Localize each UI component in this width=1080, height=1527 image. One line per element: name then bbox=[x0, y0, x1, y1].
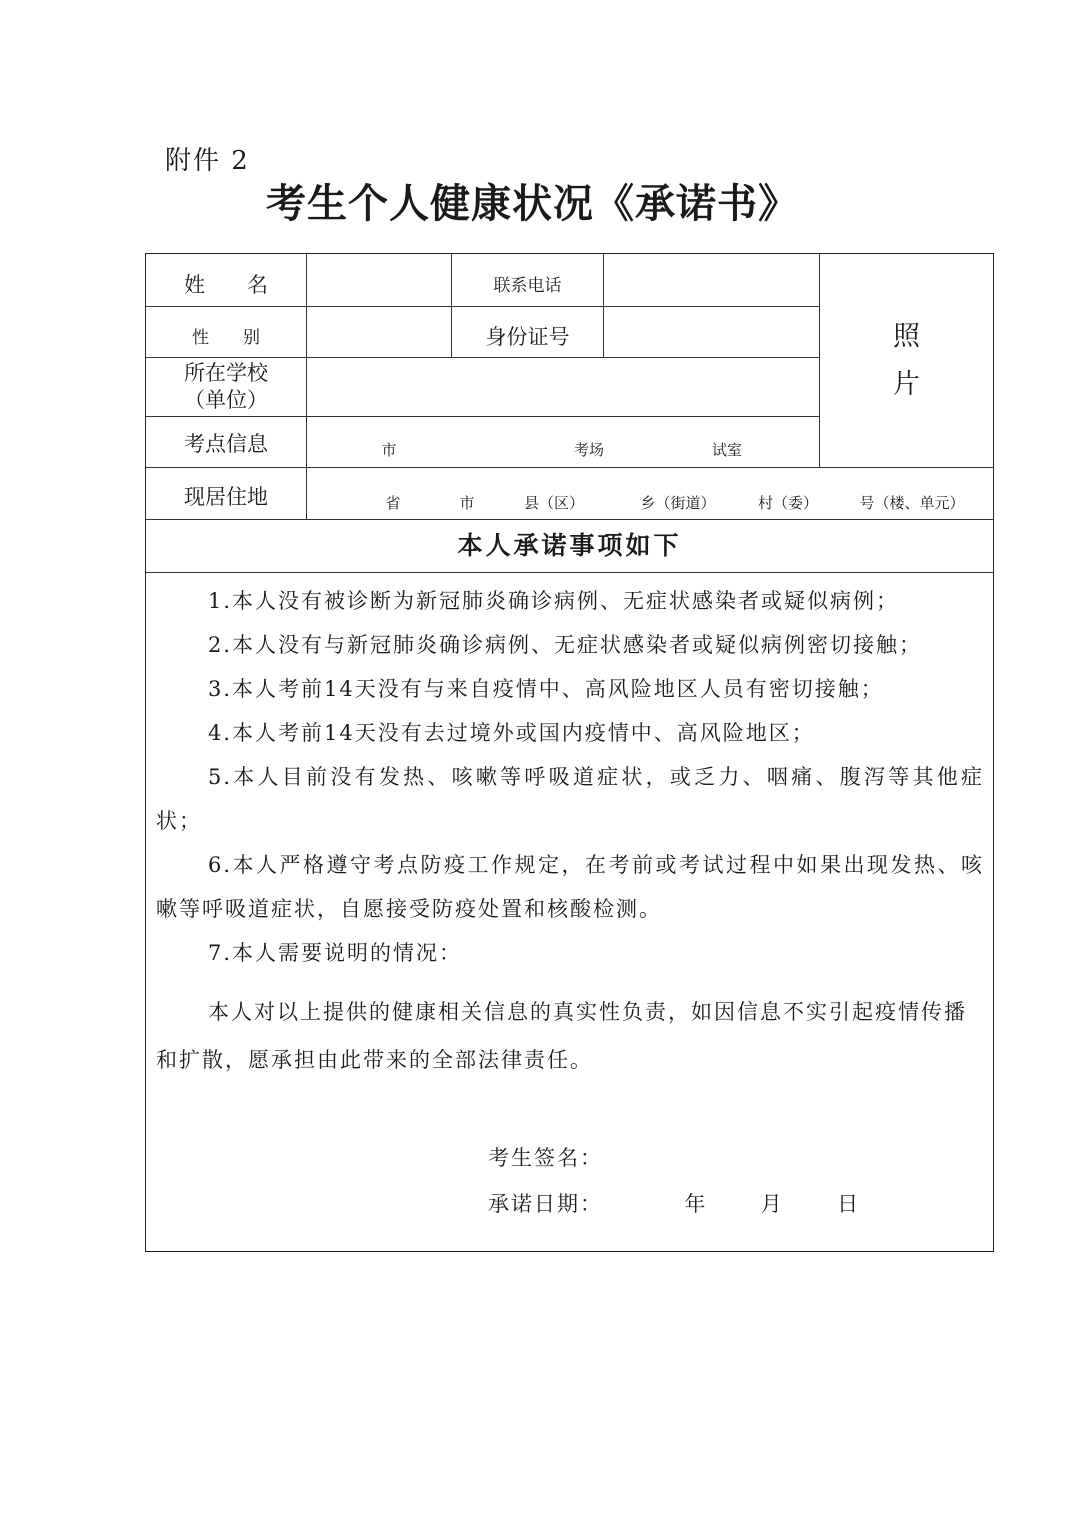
res-county-suffix: 县（区） bbox=[523, 494, 584, 513]
id-number-label: 身份证号 bbox=[485, 325, 570, 350]
phone-label: 联系电话 bbox=[493, 275, 562, 296]
gender-field[interactable] bbox=[307, 307, 451, 357]
commitment-list bbox=[156, 579, 984, 975]
name-label: 姓 名 bbox=[184, 273, 268, 298]
responsibility-statement: 本人对以上提供的健康相关信息的真实性负责，如因信息不实引起疫情传播和扩散，愿承担由此带来的全部法律责任。 bbox=[156, 1000, 967, 1072]
photo-label-line2: 片 bbox=[893, 368, 920, 400]
school-field[interactable] bbox=[307, 358, 819, 416]
residence-label: 现居住地 bbox=[184, 484, 268, 509]
attachment-label: 附件 2 bbox=[165, 146, 250, 176]
date-month: 月 bbox=[760, 1192, 784, 1216]
exam-room-suffix: 试室 bbox=[711, 441, 742, 460]
exam-info-label: 考点信息 bbox=[184, 431, 268, 456]
res-city-suffix: 市 bbox=[459, 494, 475, 513]
res-province-suffix: 省 bbox=[385, 494, 401, 513]
commitment-item: 4.本人考前14天没有去过境外或国内疫情中、高风险地区； bbox=[208, 721, 815, 745]
exam-venue-suffix: 考场 bbox=[573, 441, 604, 460]
res-village-suffix: 村（委） bbox=[757, 494, 818, 513]
date-year: 年 bbox=[684, 1192, 708, 1216]
name-field[interactable] bbox=[307, 254, 451, 306]
phone-field[interactable] bbox=[604, 254, 819, 306]
photo-label-line1: 照 bbox=[893, 321, 920, 353]
commitment-heading: 本人承诺事项如下 bbox=[457, 530, 682, 560]
commitment-item: 2.本人没有与新冠肺炎确诊病例、无症状感染者或疑似病例密切接触； bbox=[208, 633, 923, 657]
school-label-line1: 所在学校 bbox=[184, 360, 268, 385]
res-number-suffix: 号（楼、单元） bbox=[859, 494, 965, 513]
date-label: 承诺日期： bbox=[488, 1192, 603, 1216]
date-day: 日 bbox=[837, 1192, 861, 1216]
commitment-item: 3.本人考前14天没有与来自疫情中、高风险地区人员有密切接触； bbox=[208, 677, 884, 701]
exam-city-suffix: 市 bbox=[381, 441, 397, 460]
signature-line bbox=[488, 1142, 792, 1172]
school-label bbox=[146, 358, 306, 416]
pledge-form bbox=[145, 253, 994, 1252]
commitment-item: 1.本人没有被诊断为新冠肺炎确诊病例、无症状感染者或疑似病例； bbox=[208, 589, 900, 613]
page-title: 考生个人健康状况《承诺书》 bbox=[266, 180, 799, 227]
date-line bbox=[488, 1188, 860, 1218]
signature-label: 考生签名： bbox=[488, 1146, 603, 1170]
commitment-item: 5.本人目前没有发热、咳嗽等呼吸道症状，或乏力、咽痛、腹泻等其他症状； bbox=[156, 765, 984, 833]
gender-label: 性 别 bbox=[192, 327, 260, 348]
commitment-item: 6.本人严格遵守考点防疫工作规定，在考前或考试过程中如果出现发热、咳嗽等呼吸道症状，自愿接受防疫处置和核酸检测。 bbox=[156, 853, 984, 921]
school-label-line2: （单位） bbox=[184, 388, 268, 412]
commitment-item: 7.本人需要说明的情况： bbox=[208, 941, 463, 965]
photo-box[interactable] bbox=[820, 254, 993, 467]
id-number-field[interactable] bbox=[604, 307, 819, 357]
res-town-suffix: 乡（街道） bbox=[640, 494, 716, 513]
